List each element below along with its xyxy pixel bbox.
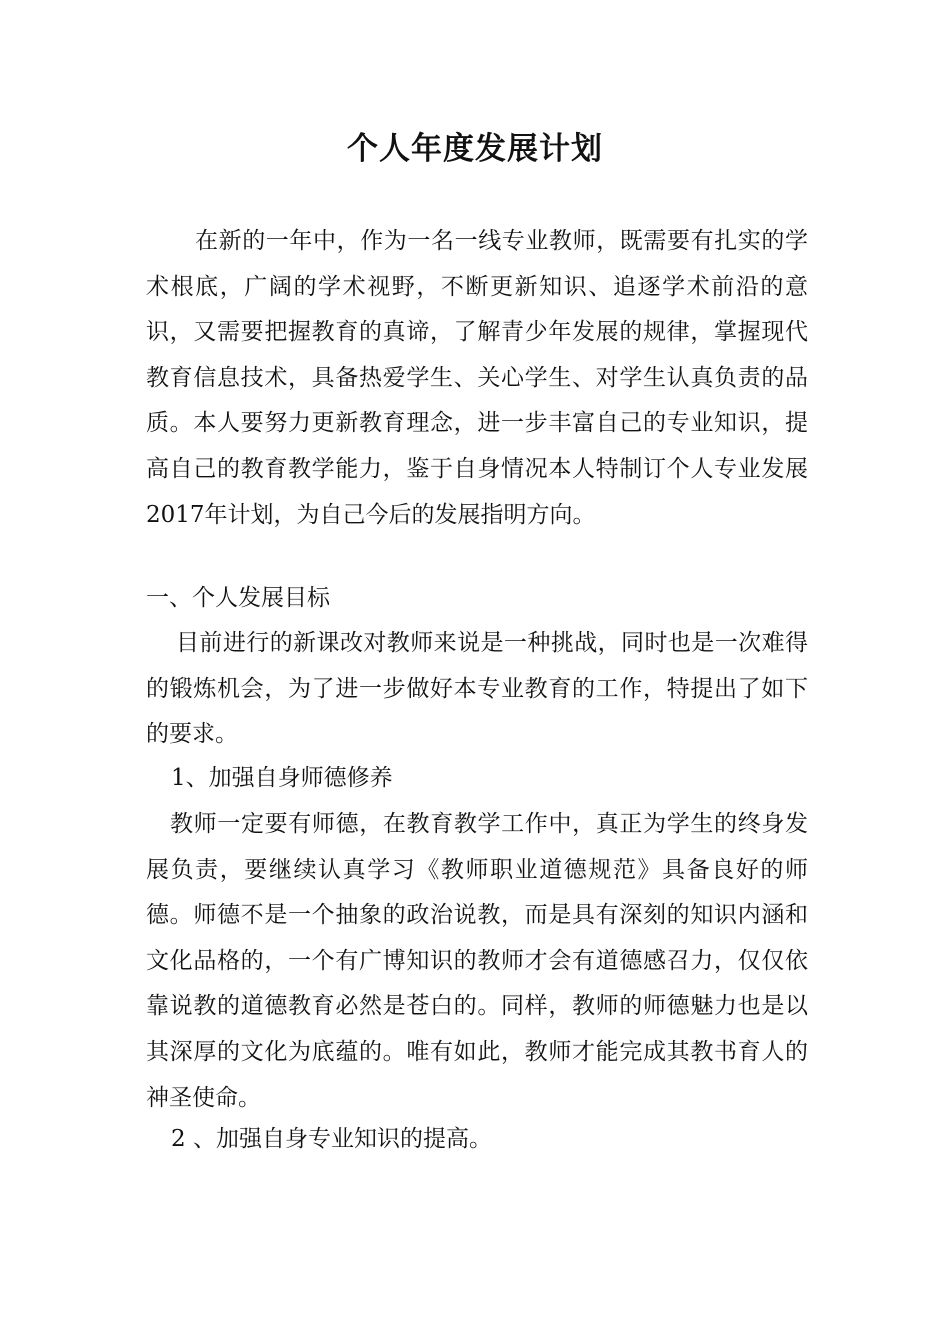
subheading-ethics: 1、加强自身师德修养 bbox=[171, 765, 393, 791]
document-title: 个人年度发展计划 bbox=[347, 131, 603, 167]
intro-paragraph: 在新的一年中，作为一名一线专业教师，既需要有扎实的学术根底，广阔的学术视野，不断更新知识、追逐学术前沿的意识，又需要把握教育的真谛，了解青少年发展的规律，掌握现代教育信息技术，具备热爱学生、关心学生、对学生认真负责的品质。本人要努力更新教育理念，进一步丰富自己的专业知识，提高自己的教育教学能力，鉴于自身情况本人特制订个人专业发展2017年计划，为自己今后的发展指明方向。 bbox=[146, 228, 808, 528]
section-heading-goals: 一、个人发展目标 bbox=[146, 585, 330, 611]
subheading-knowledge: 2 、加强自身专业知识的提高。 bbox=[171, 1126, 492, 1152]
ethics-paragraph: 教师一定要有师德，在教育教学工作中，真正为学生的终身发展负责，要继续认真学习《教师职业道德规范》具备良好的师德。师德不是一个抽象的政治说教，而是具有深刻的知识内涵和文化品格的，一个有广博知识的教师才会有道德感召力，仅仅依靠说教的道德教育必然是苍白的。同样，教师的师德魅力也是以其深厚的文化为底蕴的。唯有如此，教师才能完成其教书育人的神圣使命。 bbox=[146, 811, 808, 1111]
goal-paragraph: 目前进行的新课改对教师来说是一种挑战，同时也是一次难得的锻炼机会，为了进一步做好本专业教育的工作，特提出了如下的要求。 bbox=[146, 630, 808, 748]
